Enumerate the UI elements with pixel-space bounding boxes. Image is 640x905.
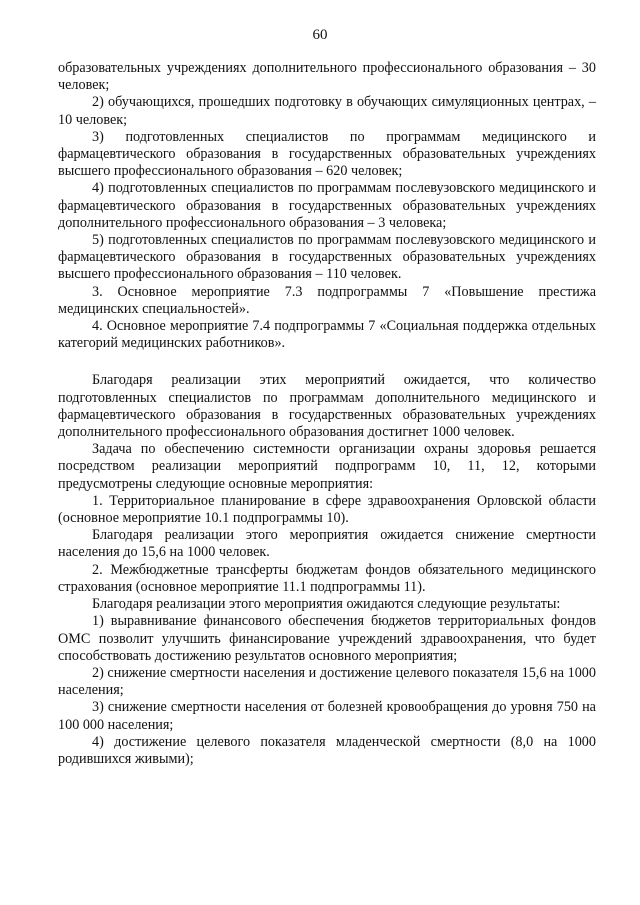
paragraph: Благодаря реализации этого мероприятия ожидается снижение смертности населения до 15,6 на 1000 человек. [58, 527, 596, 561]
paragraph: 4) подготовленных специалистов по программам послевузовского медицинского и фармацевтического образования в государственных образовательных учреждениях дополнительного профессионального образования – 3 человека; [58, 180, 596, 231]
paragraph: 5) подготовленных специалистов по программам послевузовского медицинского и фармацевтического образования в государственных образовательных учреждениях высшего профессионального образования – 110 человек. [58, 232, 596, 283]
paragraph: 3) подготовленных специалистов по программам медицинского и фармацевтического образования в государственных образовательных учреждениях высшего профессионального образования – 620 человек; [58, 128, 596, 180]
paragraph: 2) обучающихся, прошедших подготовку в обучающих симуляционных центрах, – 10 человек; [58, 94, 596, 128]
paragraph: Благодаря реализации этого мероприятия ожидаются следующие результаты: [92, 596, 561, 613]
paragraph: Задача по обеспечению системности организации охраны здоровья решается посредством реализации мероприятий подпрограмм 10, 11, 12, которыми предусмотрены следующие основные мероприятия: [58, 441, 596, 492]
section-spacer [58, 352, 596, 372]
paragraph: 1. Территориальное планирование в сфере здравоохранения Орловской области (основное мероприятие 10.1 подпрограммы 10). [58, 492, 596, 527]
paragraph: Благодаря реализации этих мероприятий ожидается, что количество подготовленных специалистов по программам дополнительного медицинского и фармацевтического образования в государственных образовательных учреждениях дополнительного профессионального образования достигнет 1000 человек. [58, 372, 596, 441]
paragraph: 4) достижение целевого показателя младенческой смертности (8,0 на 1000 родившихся живыми); [58, 733, 596, 767]
page-number: 60 [312, 27, 328, 43]
document-body [58, 60, 596, 768]
paragraph: 1) выравнивание финансового обеспечения бюджетов территориальных фондов ОМС позволит улучшить финансирование учреждений здравоохранения, что будет способствовать достижению результатов основного мероприятия; [58, 613, 596, 664]
paragraph: 2) снижение смертности населения и достижение целевого показателя 15,6 на 1000 населения; [58, 664, 596, 699]
paragraph: 2. Межбюджетные трансферты бюджетам фондов обязательного медицинского страхования (основное мероприятие 11.1 подпрограммы 11). [58, 561, 596, 595]
paragraph: образовательных учреждениях дополнительного профессионального образования – 30 человек; [58, 60, 596, 94]
paragraph: 4. Основное мероприятие 7.4 подпрограммы 7 «Социальная поддержка отдельных категорий медицинских работников». [58, 318, 596, 352]
paragraph: 3. Основное мероприятие 7.3 подпрограммы 7 «Повышение престижа медицинских специальностей». [58, 283, 596, 317]
paragraph: 3) снижение смертности населения от болезней кровообращения до уровня 750 на 100 000 населения; [58, 699, 596, 733]
